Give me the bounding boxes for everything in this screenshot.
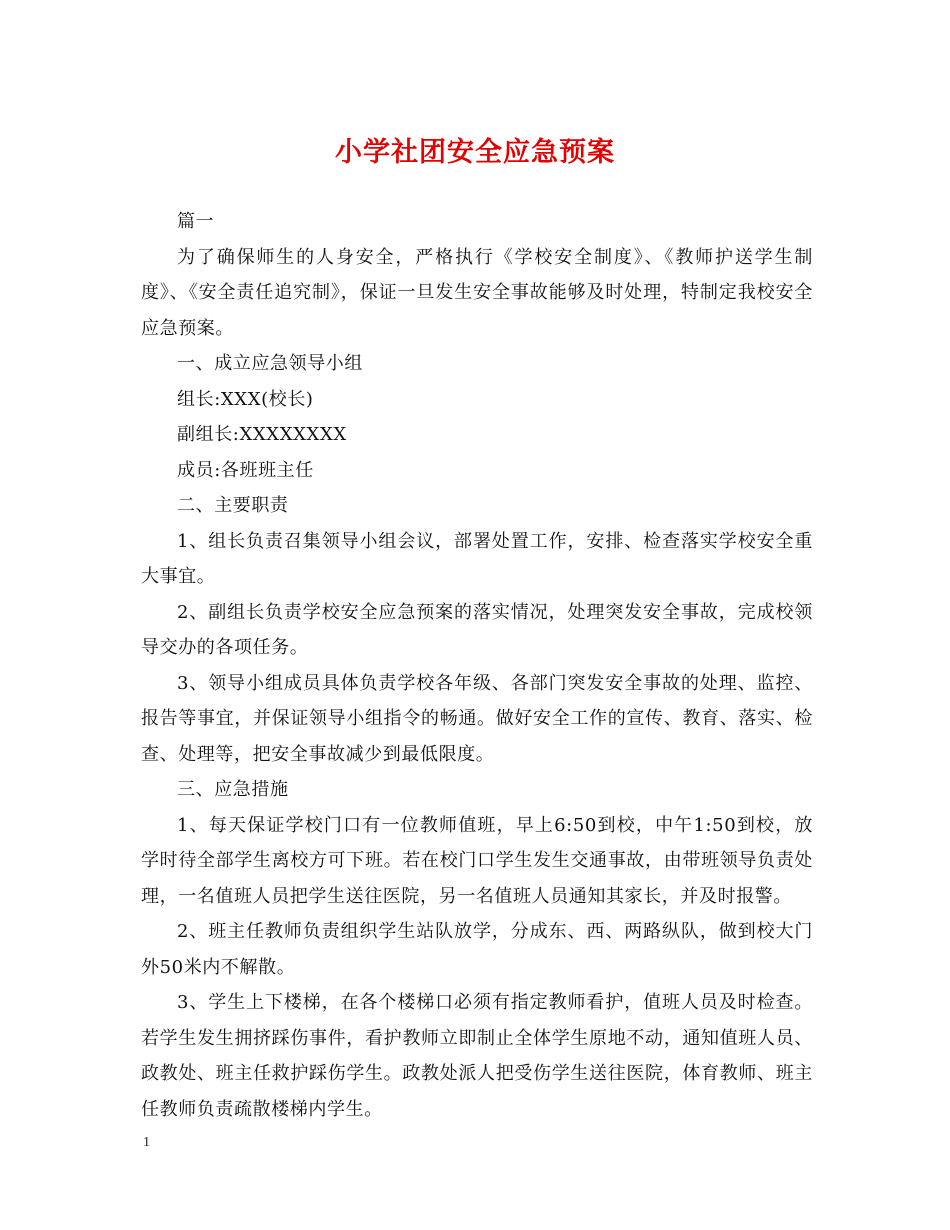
deputy-leader-line: 副组长:XXXXXXXX bbox=[177, 424, 347, 445]
measure-item-2: 2、班主任教师负责组织学生站队放学，分成东、西、两路纵队，做到校大门外50米内不解散。 bbox=[141, 921, 813, 978]
measure-item-3: 3、学生上下楼梯，在各个楼梯口必须有指定教师看护，值班人员及时检查。若学生发生拥挤踩伤事件，看护教师立即制止全体学生原地不动，通知值班人员、政教处、班主任救护踩伤学生。政教处派人把受伤学生送往医院，体育教师、班主任教师负责疏散楼梯内学生。 bbox=[141, 992, 813, 1120]
document-body bbox=[141, 204, 813, 1127]
heading-leadership-group: 一、成立应急领导小组 bbox=[177, 353, 363, 374]
members-line: 成员:各班班主任 bbox=[177, 459, 314, 481]
heading-main-duties: 二、主要职责 bbox=[177, 495, 289, 516]
duty-item-3: 3、领导小组成员具体负责学校各年级、各部门突发安全事故的处理、监控、报告等事宜，并保证领导小组指令的畅通。做好安全工作的宣传、教育、落实、检查、处理等，把安全事故减少到最低限度。 bbox=[141, 672, 813, 765]
duty-item-2: 2、副组长负责学校安全应急预案的落实情况，处理突发安全事故，完成校领导交办的各项任务。 bbox=[141, 601, 813, 658]
measure-item-1: 1、每天保证学校门口有一位教师值班，早上6:50到校，中午1:50到校，放学时待全部学生离校方可下班。若在校门口学生发生交通事故，由带班领导负责处理，一名值班人员把学生送往医院，另一名值班人员通知其家长，并及时报警。 bbox=[141, 814, 813, 907]
duty-item-1: 1、组长负责召集领导小组会议，部署处置工作，安排、检查落实学校安全重大事宜。 bbox=[141, 530, 813, 587]
heading-emergency-measures: 三、应急措施 bbox=[177, 779, 289, 800]
intro-paragraph: 为了确保师生的人身安全，严格执行《学校安全制度》、《教师护送学生制度》、《安全责任追究制》，保证一旦发生安全事故能够及时处理，特制定我校安全应急预案。 bbox=[141, 246, 813, 339]
page-number: 1 bbox=[143, 1135, 150, 1150]
page-title: 小学社团安全应急预案 bbox=[335, 137, 615, 168]
section-label: 篇一 bbox=[177, 211, 215, 232]
leader-line: 组长:XXX(校长) bbox=[177, 388, 314, 410]
